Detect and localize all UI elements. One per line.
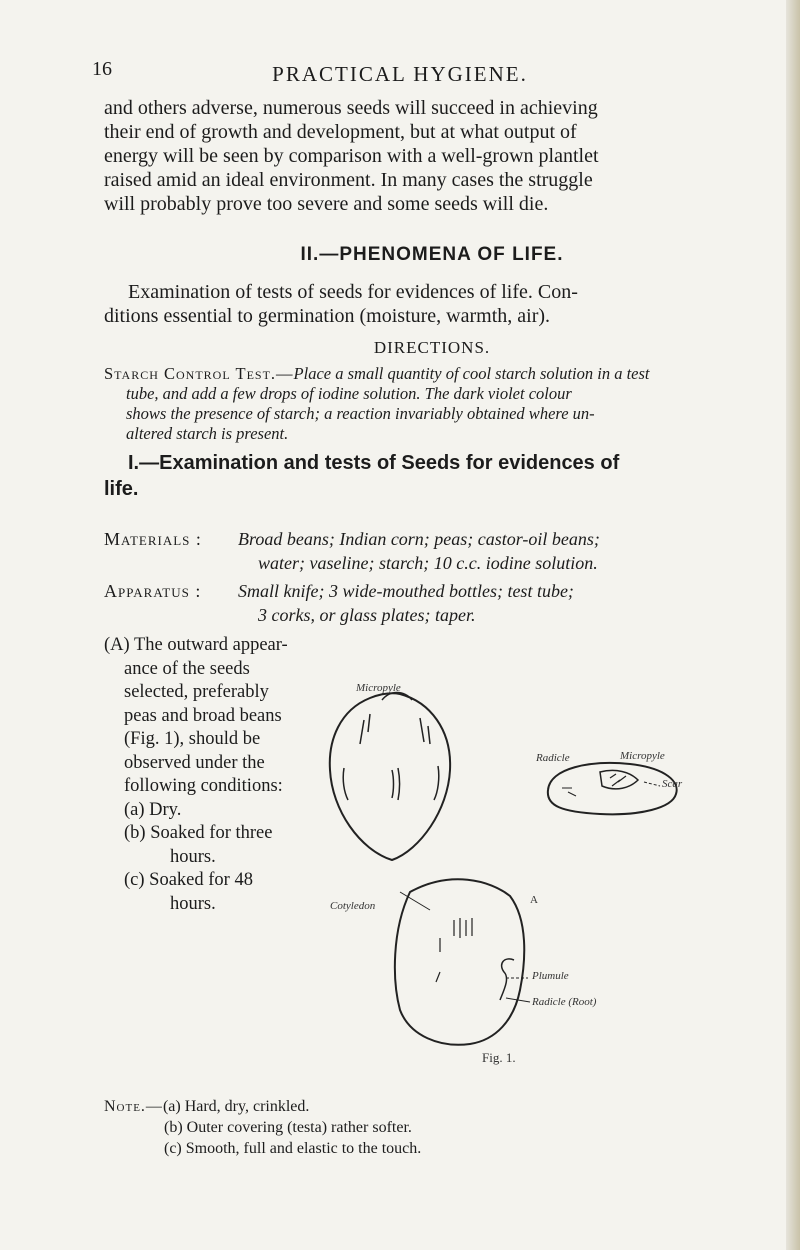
intro-paragraph bbox=[104, 96, 760, 216]
section-summary bbox=[104, 280, 760, 328]
item-a-line: (A) The outward appear- bbox=[104, 635, 288, 655]
intro-line: energy will be seen by comparison with a well-grown plantlet bbox=[104, 145, 599, 167]
starch-test-label: Starch Control Test.— bbox=[104, 364, 294, 383]
section-heading: II.—PHENOMENA OF LIFE. bbox=[300, 244, 564, 265]
starch-test-line: Place a small quantity of cool starch solution in a test bbox=[293, 364, 650, 383]
item-a-line: (a) Dry. bbox=[124, 799, 182, 820]
starch-test bbox=[104, 364, 760, 444]
figure-seed-diagram bbox=[300, 660, 720, 1080]
plumule-line bbox=[500, 959, 514, 1000]
intro-line: and others adverse, numerous seeds will succeed in achieving bbox=[104, 97, 598, 119]
item-a-line: hours. bbox=[170, 846, 216, 867]
label-cotyledon: Cotyledon bbox=[330, 900, 376, 912]
page-number: 16 bbox=[92, 58, 112, 80]
bean-scar bbox=[600, 770, 638, 788]
starch-test-line: altered starch is present. bbox=[126, 424, 289, 443]
running-title: PRACTICAL HYGIENE. bbox=[272, 62, 528, 86]
opened-bean-outline bbox=[395, 879, 524, 1044]
subsection-line: life. bbox=[104, 478, 139, 500]
starch-test-line: shows the presence of starch; a reaction invariably obtained where un- bbox=[126, 404, 595, 423]
note-label: Note.— bbox=[104, 1098, 163, 1115]
apparatus-label: Apparatus : bbox=[104, 581, 202, 601]
seed-diagram-svg bbox=[300, 660, 720, 1080]
label-radicle-root: Radicle (Root) bbox=[532, 996, 597, 1008]
materials-row bbox=[104, 528, 764, 576]
label-micropyle-top: Micropyle bbox=[356, 682, 401, 694]
label-plumule: Plumule bbox=[532, 970, 569, 982]
pea-seed-outline bbox=[330, 693, 450, 860]
note-line: (a) Hard, dry, crinkled. bbox=[162, 1098, 310, 1115]
item-a-line: selected, preferably bbox=[124, 682, 269, 702]
apparatus-row bbox=[104, 580, 764, 628]
item-a-line: hours. bbox=[170, 893, 216, 914]
materials-line: water; vaseline; starch; 10 c.c. iodine solution. bbox=[258, 553, 598, 573]
label-micropyle-right: Micropyle bbox=[620, 750, 665, 762]
note-block bbox=[104, 1096, 764, 1159]
directions-heading: DIRECTIONS. bbox=[373, 338, 491, 357]
intro-line: raised amid an ideal environment. In many cases the struggle bbox=[104, 169, 593, 191]
apparatus-line: 3 corks, or glass plates; taper. bbox=[258, 605, 476, 625]
item-a-line: peas and broad beans bbox=[124, 705, 282, 726]
label-scar: Scar bbox=[662, 778, 683, 790]
summary-line: Examination of tests of seeds for evidences of life. Con- bbox=[128, 281, 578, 303]
intro-line: their end of growth and development, but at what output of bbox=[104, 121, 577, 143]
item-a-line: observed under the bbox=[124, 752, 265, 773]
label-radicle: Radicle bbox=[536, 752, 570, 764]
label-a: A bbox=[530, 894, 538, 906]
item-a-line: (b) Soaked for three bbox=[124, 823, 273, 843]
figure-caption: Fig. 1. bbox=[482, 1050, 516, 1065]
item-a-line: (Fig. 1), should be bbox=[124, 729, 261, 749]
page-edge-shadow bbox=[786, 0, 800, 1250]
materials-line: Broad beans; Indian corn; peas; castor-oil beans; bbox=[238, 529, 600, 549]
subsection-heading bbox=[104, 450, 760, 502]
note-line: (b) Outer covering (testa) rather softer. bbox=[164, 1119, 412, 1136]
note-line: (c) Smooth, full and elastic to the touch. bbox=[164, 1140, 422, 1157]
item-a-line: ance of the seeds bbox=[124, 658, 250, 679]
intro-line: will probably prove too severe and some seeds will die. bbox=[104, 193, 549, 215]
materials-label: Materials : bbox=[104, 529, 202, 549]
item-a-line: (c) Soaked for 48 bbox=[124, 870, 253, 890]
item-a-line: following conditions: bbox=[124, 776, 283, 796]
apparatus-line: Small knife; 3 wide-mouthed bottles; test tube; bbox=[238, 581, 574, 601]
starch-test-line: tube, and add a few drops of iodine solution. The dark violet colour bbox=[126, 384, 572, 403]
summary-line: ditions essential to germination (moisture, warmth, air). bbox=[104, 305, 551, 327]
subsection-line: I.—Examination and tests of Seeds for evidences of bbox=[128, 452, 620, 474]
